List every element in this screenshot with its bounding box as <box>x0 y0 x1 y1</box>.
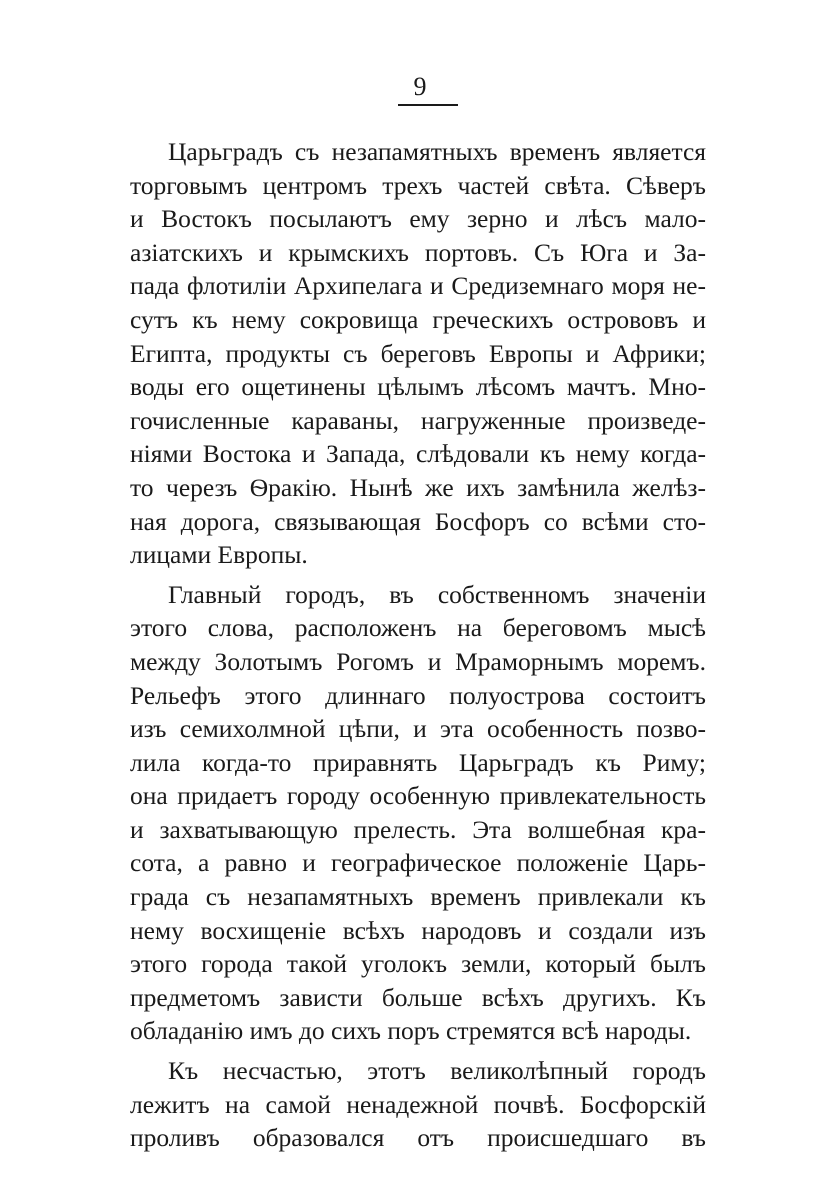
text-line: нему восхищеніе всѣхъ народовъ и создали изъ <box>130 915 706 945</box>
text-line: гочисленные караваны, нагруженные произведе- <box>130 405 706 435</box>
text-line: лицами Европы. <box>130 540 308 570</box>
text-line: и Востокъ посылаютъ ему зерно и лѣсъ мало- <box>130 204 706 234</box>
paragraph-3 <box>130 1054 706 1155</box>
text-line: она придаетъ городу особенную привлекательность <box>130 781 706 811</box>
paragraph-2 <box>130 578 706 1048</box>
paragraph-1 <box>130 135 706 572</box>
text-line: торговымъ центромъ трехъ частей свѣта. Сѣверъ <box>130 170 706 200</box>
text-line: Египта, продукты съ береговъ Европы и Африки; <box>130 338 706 368</box>
text-line: пада флотиліи Архипелага и Средиземнаго моря не- <box>130 271 706 301</box>
text-line: лила когда-то приравнять Царьградъ къ Риму; <box>130 747 706 777</box>
text-line: изъ семихолмной цѣпи, и эта особенность позво- <box>130 714 706 744</box>
text-line: Царьградъ съ незапамятныхъ временъ является <box>168 137 706 166</box>
text-line: Къ несчастью, этотъ великолѣпный городъ <box>168 1056 706 1086</box>
page-number-rule <box>398 104 458 106</box>
text-line: обладанію имъ до сихъ поръ стремятся всѣ народы. <box>130 1016 692 1046</box>
text-line: проливъ образовался отъ происшедшаго въ <box>130 1123 706 1153</box>
text-line: сутъ къ нему сокровища греческихъ острововъ и <box>130 304 706 334</box>
text-line: града съ незапамятныхъ временъ привлекали къ <box>130 882 706 912</box>
text-line: то черезъ Ѳракію. Нынѣ же ихъ замѣнила желѣз- <box>130 472 706 502</box>
text-line: азіатскихъ и крымскихъ портовъ. Съ Юга и За- <box>130 237 706 267</box>
text-line: ніями Востока и Запада, слѣдовали къ нему когда- <box>130 439 706 469</box>
body-text <box>130 135 706 1161</box>
text-line: и захватывающую прелесть. Эта волшебная кра- <box>130 814 706 844</box>
text-line: этого города такой уголокъ земли, который былъ <box>130 949 706 979</box>
page-number: 9 <box>413 72 427 101</box>
text-line: сота, а равно и географическое положеніе Царь- <box>130 848 706 878</box>
text-line: этого слова, расположенъ на береговомъ мысѣ <box>130 613 706 643</box>
text-line: Главный городъ, въ собственномъ значеніи <box>168 579 706 609</box>
text-line: предметомъ зависти больше всѣхъ другихъ. Къ <box>130 982 706 1012</box>
text-line: лежитъ на самой ненадежной почвѣ. Босфорскій <box>130 1089 706 1119</box>
text-line: воды его ощетинены цѣлымъ лѣсомъ мачтъ. Мно- <box>130 372 706 402</box>
text-line: ная дорога, связывающая Босфоръ со всѣми сто- <box>130 506 706 536</box>
text-line: Рельефъ этого длиннаго полуострова состоитъ <box>130 680 706 710</box>
text-line: между Золотымъ Рогомъ и Мраморнымъ моремъ. <box>130 646 706 676</box>
